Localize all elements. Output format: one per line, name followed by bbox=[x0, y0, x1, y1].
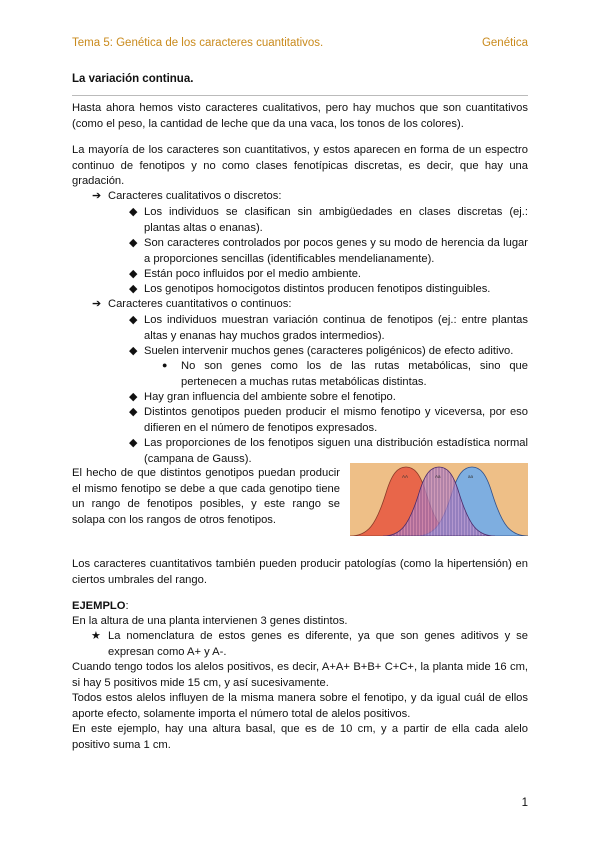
example-line: En la altura de una planta intervienen 3 genes distintos. bbox=[72, 615, 348, 627]
list-item: Los genotipos homocigotos distintos producen fenotipos distinguibles. bbox=[144, 283, 491, 295]
intro-paragraph: Hasta ahora hemos visto caracteres cualitativos, pero hay muchos que son cuantitativos (como el peso, la cantidad de leche que da una vaca, los tonos de los colores). bbox=[72, 102, 528, 130]
arrow-bullet-icon: ➔ bbox=[92, 190, 102, 202]
list-item: Hay gran influencia del ambiente sobre el fenotipo. bbox=[144, 391, 396, 403]
list-item: Suelen intervenir muchos genes (caracteres poligénicos) de efecto aditivo. bbox=[144, 345, 514, 357]
spectrum-paragraph: La mayoría de los caracteres son cuantitativos, y estos aparecen en forma de un espectro continuo de fenotipos y no como clases fenotípicas discretas, es decir, que hay una gradación. bbox=[72, 144, 528, 188]
list-item: La nomenclatura de estos genes es diferente, ya que son genes aditivos y se expresan como A+ y A-. bbox=[108, 630, 528, 658]
label-aa: aa bbox=[468, 474, 474, 479]
example-label: EJEMPLO bbox=[72, 600, 126, 612]
list-item: Los individuos muestran variación continua de fenotipos (ej.: entre plantas altas y enanas hay muchos grados intermedios). bbox=[144, 314, 528, 342]
header-title: Tema 5: Genética de los caracteres cuantitativos. bbox=[72, 37, 324, 49]
list-subitem: No son genes como los de las rutas metabólicas, sino que pertenecen a muchas rutas metabólicas distintas. bbox=[181, 360, 528, 388]
example-colon: : bbox=[125, 600, 129, 612]
diamond-bullet-icon: ◆ bbox=[129, 283, 138, 295]
example-paragraph: En este ejemplo, hay una altura basal, que es de 10 cm, y a partir de ella cada alelo positivo suma 1 cm. bbox=[72, 723, 528, 751]
diamond-bullet-icon: ◆ bbox=[129, 268, 138, 280]
section-title: La variación continua. bbox=[72, 73, 194, 85]
title-divider bbox=[72, 95, 528, 96]
list-item: Las proporciones de los fenotipos siguen una distribución estadística normal (campana de Gauss). bbox=[144, 437, 528, 465]
header-subject: Genética bbox=[481, 37, 528, 49]
qualitative-heading: Caracteres cualitativos o discretos: bbox=[108, 190, 282, 202]
arrow-bullet-icon: ➔ bbox=[92, 298, 102, 310]
example-paragraph: Todos estos alelos influyen de la misma manera sobre el fenotipo, y da igual cuál de ellos aporte efecto, solamente importa el número total de alelos positivos. bbox=[72, 692, 528, 720]
list-item: Están poco influidos por el medio ambiente. bbox=[144, 268, 362, 280]
genotype-paragraph: El hecho de que distintos genotipos puedan producir el mismo fenotipo se debe a que cada genotipo tiene un rango de fenotipos posibles, y este rango se solapa con los rangos de otros fenotipos. bbox=[72, 467, 340, 526]
example-paragraph: Cuando tengo todos los alelos positivos, es decir, A+A+ B+B+ C+C+, la planta mide 16 cm, si hay 5 positivos mide 15 cm, y así sucesivamente. bbox=[72, 661, 528, 689]
diamond-bullet-icon: ◆ bbox=[129, 406, 138, 418]
quantitative-heading: Caracteres cuantitativos o continuos: bbox=[108, 298, 292, 310]
pathology-paragraph: Los caracteres cuantitativos también pueden producir patologías (como la hipertensión) en ciertos umbrales del rango. bbox=[72, 558, 528, 586]
diamond-bullet-icon: ◆ bbox=[129, 206, 138, 218]
diamond-bullet-icon: ◆ bbox=[129, 314, 138, 326]
star-bullet-icon: ★ bbox=[91, 630, 101, 642]
label-AA: AA bbox=[402, 474, 409, 479]
dot-bullet-icon: ● bbox=[162, 360, 168, 370]
diamond-bullet-icon: ◆ bbox=[129, 391, 138, 403]
list-item: Los individuos se clasifican sin ambigüedades en clases discretas (ej.: plantas altas o enanas). bbox=[144, 206, 528, 234]
page-number: 1 bbox=[521, 797, 528, 809]
list-item: Distintos genotipos pueden producir el mismo fenotipo y viceversa, por eso difieren en el número de fenotipos expresados. bbox=[144, 406, 528, 434]
diamond-bullet-icon: ◆ bbox=[129, 437, 138, 449]
diamond-bullet-icon: ◆ bbox=[129, 237, 138, 249]
diamond-bullet-icon: ◆ bbox=[129, 345, 138, 357]
example-heading bbox=[72, 599, 528, 615]
label-Aa: Aa bbox=[435, 474, 441, 479]
list-item: Son caracteres controlados por pocos genes y su modo de herencia da lugar a proporciones sencillas (identificables mendelianamente). bbox=[144, 237, 528, 265]
gauss-distribution-figure bbox=[350, 463, 528, 536]
